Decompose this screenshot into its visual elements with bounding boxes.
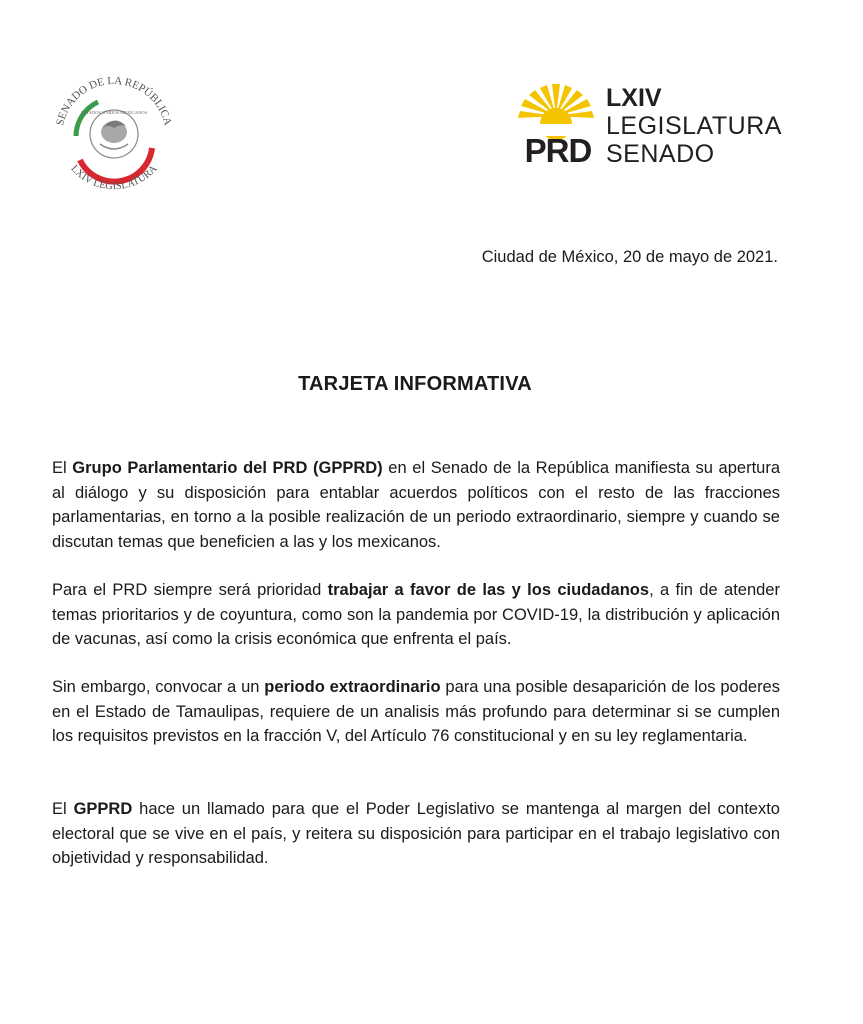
senado-seal-logo: [40, 62, 188, 210]
logo-legislatura: LEGISLATURA: [606, 112, 782, 140]
logo-lxiv: LXIV: [606, 84, 662, 112]
paragraph-2-text: Para el PRD siempre será prioridad: [52, 581, 328, 599]
svg-text:SENADO DE LA REPÚBLICA: [54, 75, 174, 127]
seal-top-text: SENADO DE LA REPÚBLICA: [54, 74, 174, 127]
paragraph-4-text: El: [52, 800, 74, 818]
paragraph-1-text-end: en el Senado de la República manifiesta su apertura al diálogo y su disposición para entablar acuerdos políticos con el resto de las fracciones parlamentarias, en torno a la posible realización de un periodo extraordinario, siempre y cuando se discutan temas que beneficien a las y los mexicanos.: [52, 459, 781, 551]
logo-senado: SENADO: [606, 140, 715, 168]
prd-wordmark: PRD: [524, 132, 592, 169]
paragraph-1: [52, 456, 780, 554]
prd-senado-logo: [512, 78, 782, 170]
paragraph-4: [52, 797, 780, 871]
document-title: TARJETA INFORMATIVA: [298, 373, 532, 395]
paragraph-2-bold: trabajar a favor de las y los ciudadanos: [327, 581, 650, 599]
paragraph-4-text-end: hace un llamado para que el Poder Legislativo se mantenga al margen del contexto electoral que se vive en el país, y reitera su disposición para participar en el trabajo legislativo con objetividad y responsabilidad.: [52, 800, 780, 867]
paragraph-1-text: El: [52, 459, 73, 477]
paragraph-3-bold: periodo extraordinario: [264, 678, 441, 696]
paragraph-1-bold: Grupo Parlamentario del PRD (GPPRD): [72, 459, 383, 477]
paragraph-4-bold: GPPRD: [73, 800, 133, 818]
paragraph-3: [52, 675, 780, 749]
paragraph-3-text: Sin embargo, convocar a un: [52, 678, 265, 696]
seal-bottom-text: LXIV LEGISLATURA: [68, 163, 160, 193]
paragraph-3-text-end: para una posible desaparición de los poderes en el Estado de Tamaulipas, requiere de un analisis más profundo para determinar si se cumplen los requisitos previstos en la fracción V, del Artículo 76 constitucional y en su ley reglamentaria.: [52, 678, 780, 745]
seal-inner-text: ESTADOS UNIDOS MEXICANOS: [81, 110, 147, 115]
paragraph-2-text-end: , a fin de atender temas prioritarios y de coyuntura, como son la pandemia por COVID-19, la distribución y aplicación de vacunas, así como la crisis económica que enfrenta el país.: [52, 581, 780, 648]
document-date: Ciudad de México, 20 de mayo de 2021.: [481, 248, 778, 266]
paragraph-2: [52, 578, 780, 652]
